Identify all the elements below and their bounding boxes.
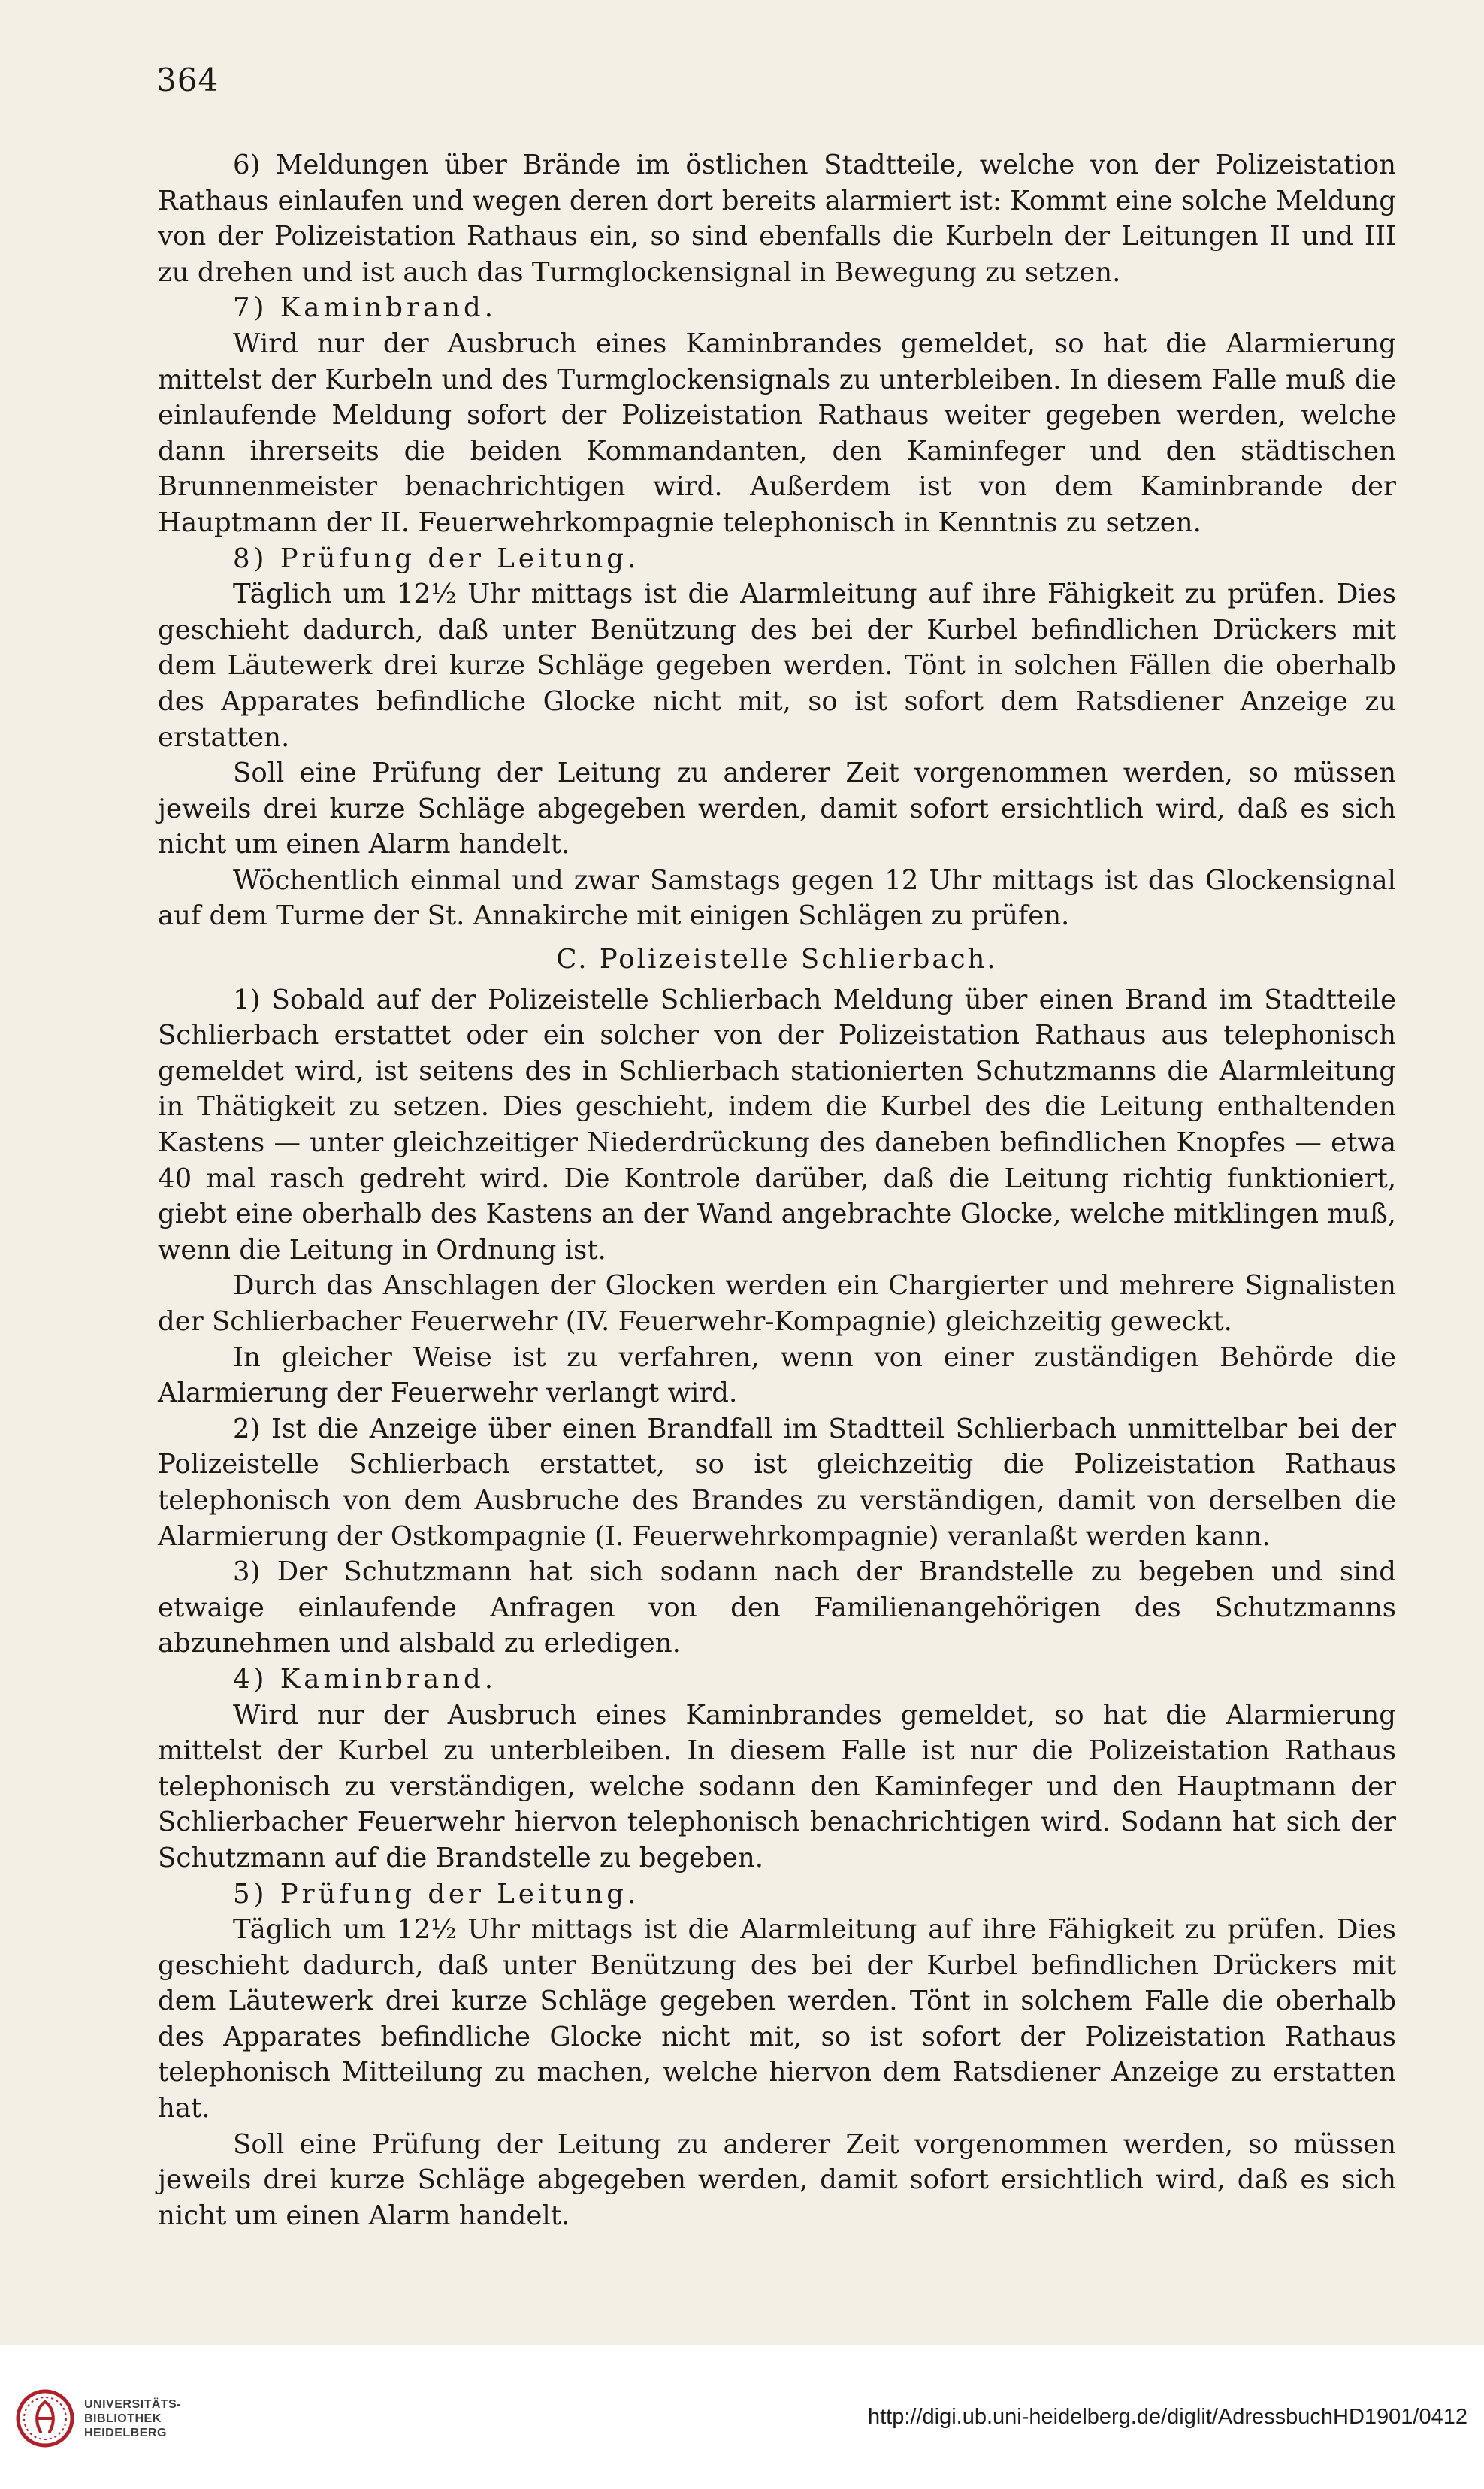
paragraph-c1c: In gleicher Weise ist zu verfahren, wenn von einer zuständigen Behörde die Alarmierung der Feuerwehr verlangt wird. — [158, 1341, 1396, 1409]
library-name — [84, 2397, 181, 2440]
paragraph-c1b: Durch das Anschlagen der Glocken werden ein Chargierter und mehrere Signalisten der Schlierbacher Feuerwehr (IV. Feuerwehr-Kompagnie) gleichzeitig geweckt. — [158, 1270, 1396, 1337]
footer-bar — [0, 2345, 1484, 2489]
heading-7-kaminbrand: 7) Kaminbrand. — [233, 292, 497, 324]
heading-c5-pruefung: 5) Prüfung der Leitung. — [233, 1878, 640, 1910]
page-number: 364 — [156, 62, 219, 98]
paragraph-8c: Wöchentlich einmal und zwar Samstags gegen 12 Uhr mittags ist das Glockensignal auf dem Turme der St. Annakirche mit einigen Schlägen zu prüfen. — [158, 864, 1396, 932]
section-heading-c: C. Polizeistelle Schlierbach. — [556, 944, 998, 975]
paragraph-6: 6) Meldungen über Brände im östlichen Stadtteile, welche von der Polizeistation Rathaus einlaufen und wegen deren dort bereits alarmiert ist: Kommt eine solche Meldung von der Polizeistation Rathaus ein, so sind ebenfalls die Kurbeln der Leitungen II und III zu drehen und ist auch das Turmglockensignal in Bewegung zu setzen. — [158, 150, 1396, 288]
paragraph-c1: 1) Sobald auf der Polizeistelle Schlierbach Meldung über einen Brand im Stadtteile Schlierbach erstattet oder ein solcher von der Polizeistation Rathaus aus telephonisch gemeldet wird, ist seitens des in Schlierbach stationierten Schutzmanns die Alarmleitung in Thätigkeit zu setzen. Dies geschieht, indem die Kurbel des die Leitung enthaltenden Kastens — unter gleichzeitiger Niederdrückung des daneben befindlichen Knopfes — etwa 40 mal rasch gedreht wird. Die Kontrole darüber, daß die Leitung richtig funktioniert, giebt eine oberhalb des Kastens an der Wand angebrachte Glocke, welche mitklingen muß, wenn die Leitung in Ordnung ist. — [158, 984, 1396, 1266]
paragraph-c2: 2) Ist die Anzeige über einen Brandfall im Stadtteil Schlierbach unmittelbar bei der Polizeistelle Schlierbach erstattet, so ist gleichzeitig die Polizeistation Rathaus telephonisch von dem Ausbruche des Brandes zu verständigen, damit von derselben die Alarmierung der Ostkompagnie (I. Feuerwehrkompagnie) veranlaßt werden kann. — [158, 1413, 1396, 1552]
paragraph-c4: Wird nur der Ausbruch eines Kaminbrandes gemeldet, so hat die Alarmierung mittelst der Kurbel zu unterbleiben. In diesem Falle ist nur die Polizeistation Rathaus telephonisch zu verständigen, welche sodann den Kaminfeger und den Hauptmann der Schlierbacher Feuerwehr hiervon telephonisch benachrichtigen wird. Sodann hat sich der Schutzmann auf die Brandstelle zu begeben. — [158, 1699, 1396, 1874]
paragraph-c5b: Soll eine Prüfung der Leitung zu anderer Zeit vorgenommen werden, so müssen jeweils drei kurze Schläge abgegeben werden, damit sofort ersichtlich wird, daß es sich nicht um einen Alarm handelt. — [158, 2128, 1396, 2231]
library-name-line-3: HEIDELBERG — [84, 2427, 167, 2439]
paragraph-7: Wird nur der Ausbruch eines Kaminbrandes gemeldet, so hat die Alarmierung mittelst der Kurbeln und des Turmglockensignals zu unterbleiben. In diesem Falle muß die einlaufende Meldung sofort der Polizeistation Rathaus weiter gegeben werden, welche dann ihrerseits die beiden Kommandanten, den Kaminfeger und den städtischen Brunnenmeister benachrichtigen wird. Außerdem ist von dem Kaminbrande der Hauptmann der II. Feuerwehrkompagnie telephonisch in Kenntnis zu setzen. — [158, 328, 1396, 538]
source-url-link[interactable]: http://digi.ub.uni-heidelberg.de/diglit/AdressbuchHD1901/0412 — [867, 2405, 1467, 2429]
university-seal-icon — [15, 2388, 75, 2448]
body-text — [158, 147, 1396, 2233]
heading-c4-kaminbrand: 4) Kaminbrand. — [233, 1663, 497, 1695]
paragraph-8b: Soll eine Prüfung der Leitung zu anderer Zeit vorgenommen werden, so müssen jeweils drei kurze Schläge abgegeben werden, damit sofort ersichtlich wird, daß es sich nicht um einen Alarm handelt. — [158, 758, 1396, 860]
heading-8-pruefung: 8) Prüfung der Leitung. — [233, 543, 640, 574]
library-name-line-2: BIBLIOTHEK — [84, 2412, 162, 2425]
paragraph-c3: 3) Der Schutzmann hat sich sodann nach der Brandstelle zu begeben und sind etwaige einlaufende Anfragen von den Familienangehörigen des Schutzmanns abzunehmen und alsbald zu erledigen. — [158, 1556, 1396, 1659]
paragraph-c5a: Täglich um 12½ Uhr mittags ist die Alarmleitung auf ihre Fähigkeit zu prüfen. Dies geschieht dadurch, daß unter Benützung des bei der Kurbel befindlichen Drückers mit dem Läutewerk drei kurze Schläge gegeben werden. Tönt in solchem Falle die oberhalb des Apparates befindliche Glocke nicht mit, so ist sofort der Polizeistation Rathaus telephonisch Mitteilung zu machen, welche hiervon dem Ratsdiener Anzeige zu erstatten hat. — [158, 1914, 1396, 2125]
library-name-line-1: UNIVERSITÄTS- — [84, 2398, 182, 2411]
paragraph-8a: Täglich um 12½ Uhr mittags ist die Alarmleitung auf ihre Fähigkeit zu prüfen. Dies geschieht dadurch, daß unter Benützung des bei der Kurbel befindlichen Drückers mit dem Läutewerk drei kurze Schläge gegeben werden. Tönt in solchen Fällen die oberhalb des Apparates befindliche Glocke nicht mit, so ist sofort dem Ratsdiener Anzeige zu erstatten. — [158, 579, 1396, 753]
